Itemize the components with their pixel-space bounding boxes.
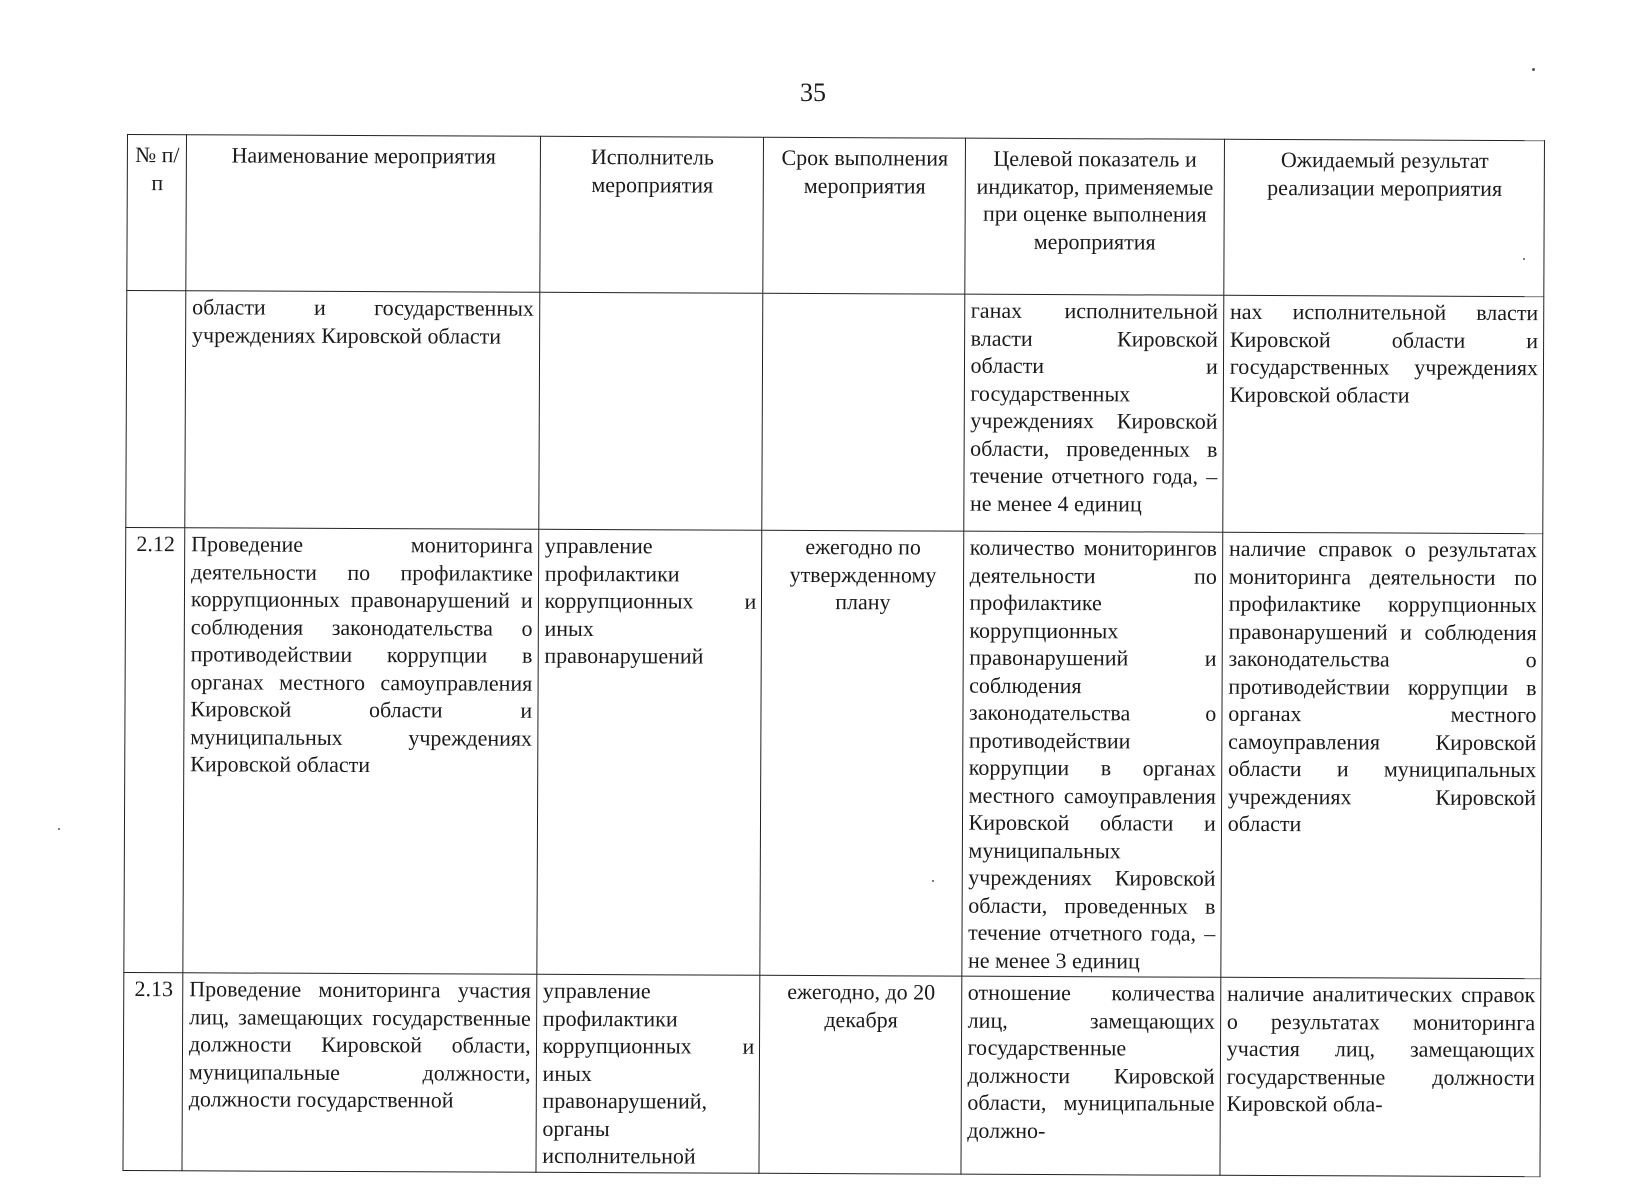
cell-name: Проведение мониторинга участия лиц, замещающих государственные должности Кировской области, муниципальные должности, должности государственной: [182, 973, 537, 1172]
table-row: [126, 291, 1544, 534]
page-number: 35: [800, 78, 826, 107]
header-indicator: Целевой показатель и индикатор, применяемые при оценке выполнения мероприятия: [964, 138, 1224, 295]
cell-term: ежегодно, до 20 декабря: [759, 975, 961, 1173]
measures-table: [122, 134, 1545, 1177]
cell-executor: управление профилактики коррупционных и иных правонарушений: [537, 529, 763, 975]
cell-term: ежегодно по утвержденному плану: [760, 530, 963, 976]
header-term: Срок выполнения мероприятия: [763, 137, 965, 294]
cell-indicator: отношение количества лиц, замещающих государственные должности Кировской области, муниципальные должно-: [961, 976, 1221, 1175]
cell-number: [126, 291, 186, 528]
header-number: № п/п: [127, 135, 187, 291]
header-executor: Исполнитель мероприятия: [540, 136, 764, 293]
cell-result: нах исполнительной власти Кировской области и государственных учреждениях Кировской области: [1223, 295, 1544, 533]
cell-executor: [538, 292, 763, 530]
cell-executor: управление профилактики коррупционных и иных правонарушений, органы исполнительной: [536, 974, 760, 1172]
cell-number: 2.13: [123, 972, 183, 1170]
header-result: Ожидаемый результат реализации мероприятия: [1224, 139, 1545, 296]
cell-indicator: количество мониторингов деятельности по профилактике коррупционных правонарушений и соблюдения законодательства о противодействии коррупции в органах местного самоуправления Кировской области и муниципальных учреждениях Кировской области, проведенных в течение отчетного года, – не менее 3 единиц: [961, 531, 1222, 977]
cell-result: наличие справок о результатах мониторинга деятельности по профилактике коррупционных правонарушений и соблюдения законодательства о противодействии коррупции в органах местного самоуправления Кировской области и муниципальных учреждениях Кировской области: [1221, 532, 1543, 978]
table-row: [123, 972, 1541, 1176]
cell-result: наличие аналитических справок о результатах мониторинга участия лиц, замещающих государственные должности Кировской обла-: [1220, 977, 1541, 1176]
table-row: [124, 527, 1543, 978]
cell-name: области и государственных учреждениях Кировской области: [185, 291, 540, 530]
cell-number: 2.12: [124, 527, 185, 972]
cell-name: Проведение мониторинга деятельности по профилактике коррупционных правонарушений и соблюдения законодательства о противодействии коррупции в органах местного самоуправления Кировской области и муниципальных учреждениях Кировской области: [183, 528, 539, 975]
scan-speck: [1532, 68, 1535, 71]
scan-speck: [58, 828, 60, 830]
cell-term: [762, 293, 964, 531]
table-header-row: [127, 135, 1545, 297]
header-name: Наименование мероприятия: [186, 135, 540, 293]
cell-indicator: ганах исполнительной власти Кировской области и государственных учреждениях Кировской области, проведенных в течение отчетного года, – не менее 4 единиц: [963, 294, 1223, 532]
